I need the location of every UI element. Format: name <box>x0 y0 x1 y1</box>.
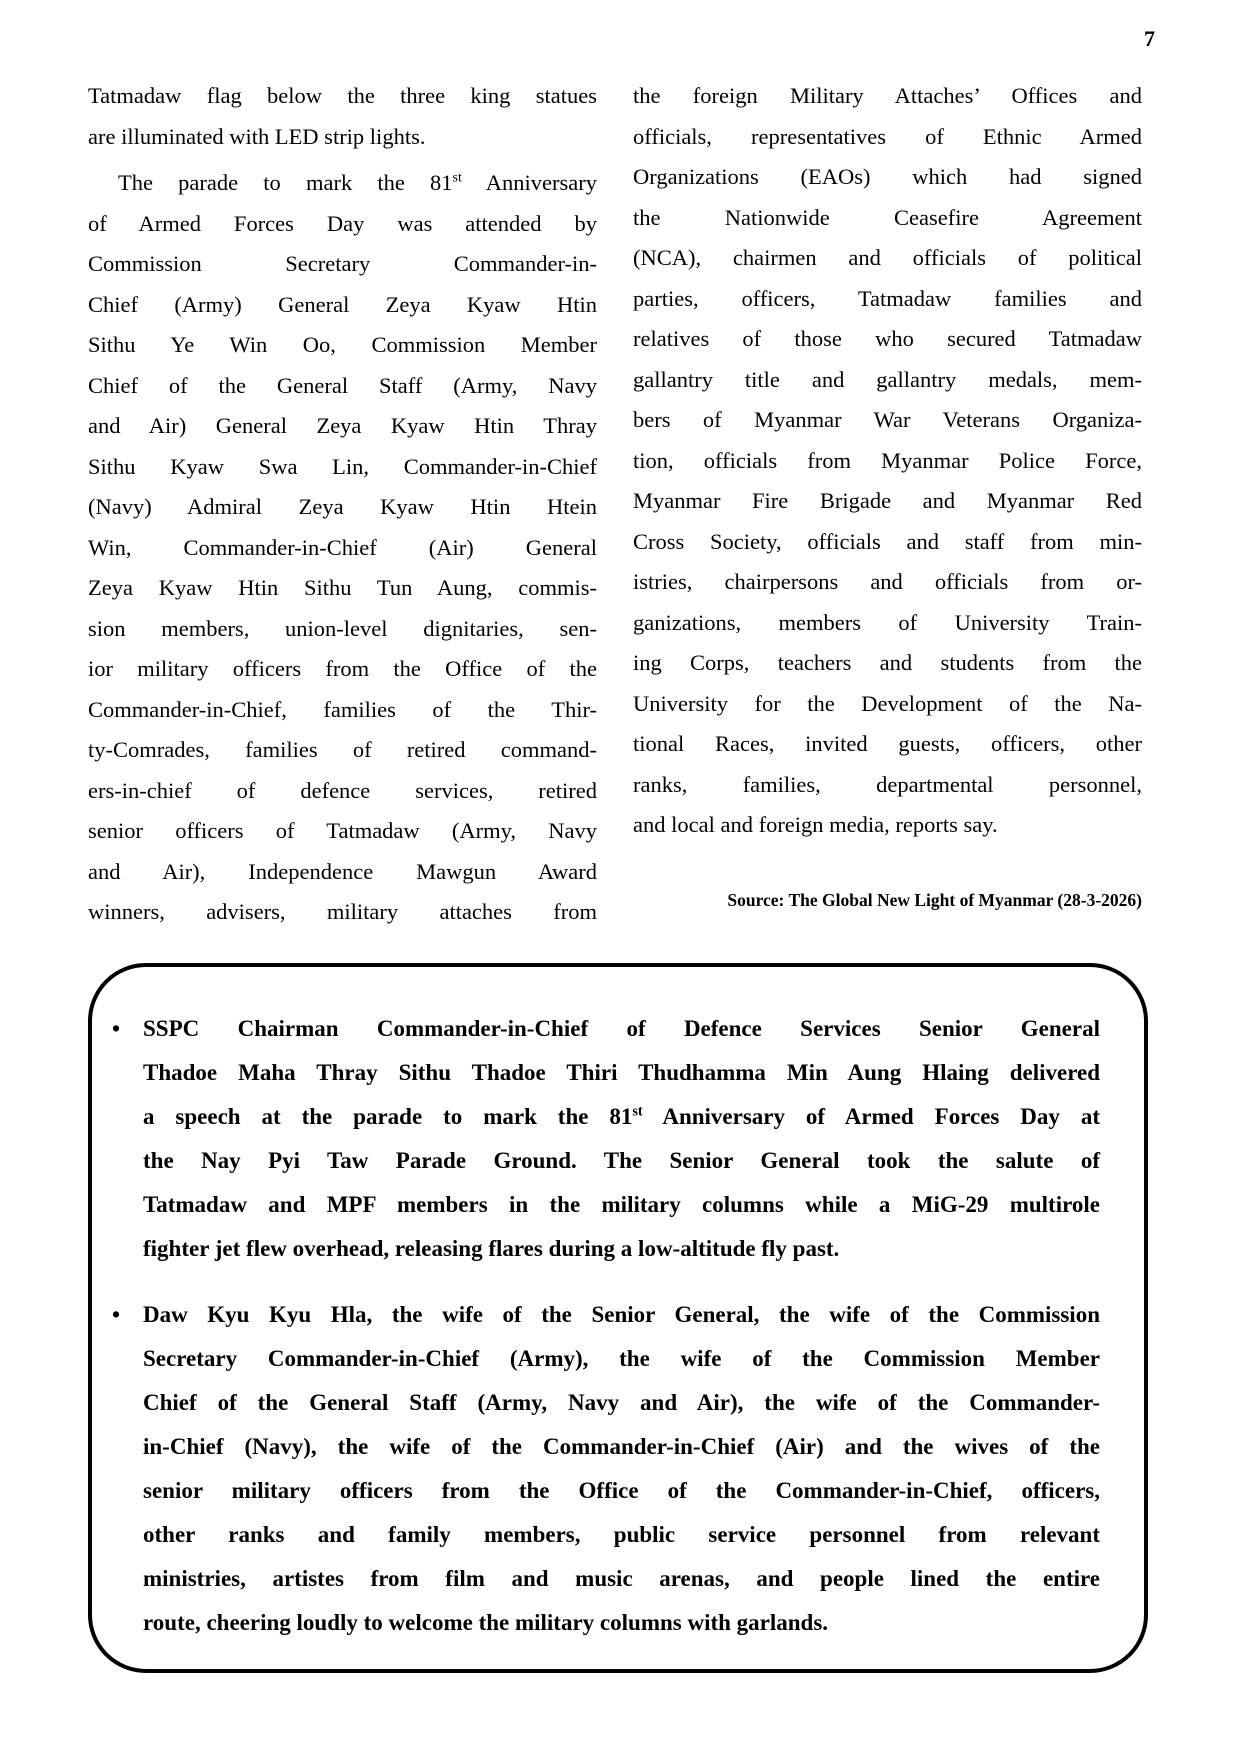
text-line: a speech at the parade to mark the 81st Anniversary of Armed Forces Day at <box>143 1103 1100 1129</box>
text-line: senior officers of Tatmadaw (Army, Navy <box>88 818 597 843</box>
text-line: and Air), Independence Mawgun Award <box>88 858 597 884</box>
text-line: ing Corps, teachers and students from the <box>633 650 1142 675</box>
text-line: other ranks and family members, public service personnel from relevant <box>143 1522 1100 1547</box>
bullet-item-2 <box>110 1293 1100 1645</box>
source-attribution: Source: The Global New Light of Myanmar (28-3-2026) <box>727 889 1142 910</box>
text-line: The parade to mark the 81st Anniversary <box>118 170 597 195</box>
text-line: parties, officers, Tatmadaw families and <box>633 285 1142 311</box>
text-line: (NCA), chairmen and officials of political <box>633 245 1142 270</box>
text-line: and Air) General Zeya Kyaw Htin Thray <box>88 413 597 438</box>
bullet-icon: • <box>112 1016 121 1041</box>
right-column <box>633 76 1142 933</box>
text-line: relatives of those who secured Tatmadaw <box>633 326 1142 351</box>
text-line: Myanmar Fire Brigade and Myanmar Red <box>633 488 1142 513</box>
bullet-item-1 <box>110 1007 1100 1271</box>
text-line: Sithu Ye Win Oo, Commission Member <box>88 332 597 357</box>
page-number: 7 <box>1144 26 1155 51</box>
text-line: bers of Myanmar War Veterans Organiza- <box>633 407 1142 432</box>
text-line: Tatmadaw and MPF members in the military columns while a MiG-29 multirole <box>143 1192 1100 1217</box>
text-line: the foreign Military Attaches’ Offices and <box>633 83 1142 108</box>
text-line: Commission Secretary Commander-in- <box>88 251 597 276</box>
left-column-lines <box>88 76 597 933</box>
bullet-icon: • <box>112 1302 121 1327</box>
text-line: ty-Comrades, families of retired command- <box>88 737 597 762</box>
text-line: are illuminated with LED strip lights. <box>88 123 426 149</box>
bullet-1-lines <box>143 1007 1100 1271</box>
text-line: of Armed Forces Day was attended by <box>88 210 597 236</box>
text-line: ganizations, members of University Train- <box>633 609 1142 635</box>
text-line: Thadoe Maha Thray Sithu Thadoe Thiri Thudhamma Min Aung Hlaing delivered <box>143 1060 1100 1085</box>
text-line: Secretary Commander-in-Chief (Army), the wife of the Commission Member <box>143 1346 1100 1371</box>
text-line: ranks, families, departmental personnel, <box>633 771 1142 797</box>
text-line: Daw Kyu Kyu Hla, the wife of the Senior General, the wife of the Commission <box>143 1302 1100 1327</box>
text-line: fighter jet flew overhead, releasing flares during a low-altitude fly past. <box>143 1236 840 1261</box>
text-line: Sithu Kyaw Swa Lin, Commander-in-Chief <box>88 453 597 479</box>
article-body <box>88 76 1142 933</box>
text-line: officials, representatives of Ethnic Armed <box>633 123 1142 149</box>
left-column <box>88 76 597 933</box>
text-line: Commander-in-Chief, families of the Thir- <box>88 696 597 722</box>
text-line: the Nay Pyi Taw Parade Ground. The Senior General took the salute of <box>143 1148 1100 1173</box>
text-line: Chief of the General Staff (Army, Navy and Air), the wife of the Commander- <box>143 1390 1100 1415</box>
text-line: route, cheering loudly to welcome the military columns with garlands. <box>143 1610 829 1635</box>
text-line: ior military officers from the Office of the <box>88 656 597 681</box>
text-line: gallantry title and gallantry medals, mem- <box>633 366 1142 392</box>
text-line: in-Chief (Navy), the wife of the Commander-in-Chief (Air) and the wives of the <box>143 1434 1100 1459</box>
bullet-2-lines <box>143 1293 1100 1645</box>
highlight-box <box>88 963 1148 1673</box>
text-line: senior military officers from the Office of the Commander-in-Chief, officers, <box>143 1478 1100 1503</box>
text-line: Win, Commander-in-Chief (Air) General <box>88 534 597 560</box>
text-line: Chief (Army) General Zeya Kyaw Htin <box>88 291 597 317</box>
text-line: ers-in-chief of defence services, retired <box>88 777 597 803</box>
text-line: Chief of the General Staff (Army, Navy <box>88 372 597 398</box>
text-line: ministries, artistes from film and music arenas, and people lined the entire <box>143 1566 1100 1591</box>
text-line: sion members, union-level dignitaries, sen- <box>88 615 597 641</box>
right-column-lines <box>633 76 1142 846</box>
text-line: Organizations (EAOs) which had signed <box>633 164 1142 189</box>
text-line: Cross Society, officials and staff from min- <box>633 528 1142 554</box>
text-line: winners, advisers, military attaches from <box>88 899 597 924</box>
text-line: University for the Development of the Na- <box>633 690 1142 716</box>
text-line: and local and foreign media, reports say. <box>633 812 998 837</box>
text-line: SSPC Chairman Commander-in-Chief of Defence Services Senior General <box>143 1016 1100 1041</box>
text-line: the Nationwide Ceasefire Agreement <box>633 204 1142 230</box>
text-line: tion, officials from Myanmar Police Force, <box>633 447 1142 473</box>
text-line: Tatmadaw flag below the three king statues <box>88 83 597 108</box>
text-line: tional Races, invited guests, officers, other <box>633 731 1142 756</box>
text-line: (Navy) Admiral Zeya Kyaw Htin Htein <box>88 494 597 519</box>
text-line: istries, chairpersons and officials from or- <box>633 569 1142 594</box>
text-line: Zeya Kyaw Htin Sithu Tun Aung, commis- <box>88 575 597 600</box>
